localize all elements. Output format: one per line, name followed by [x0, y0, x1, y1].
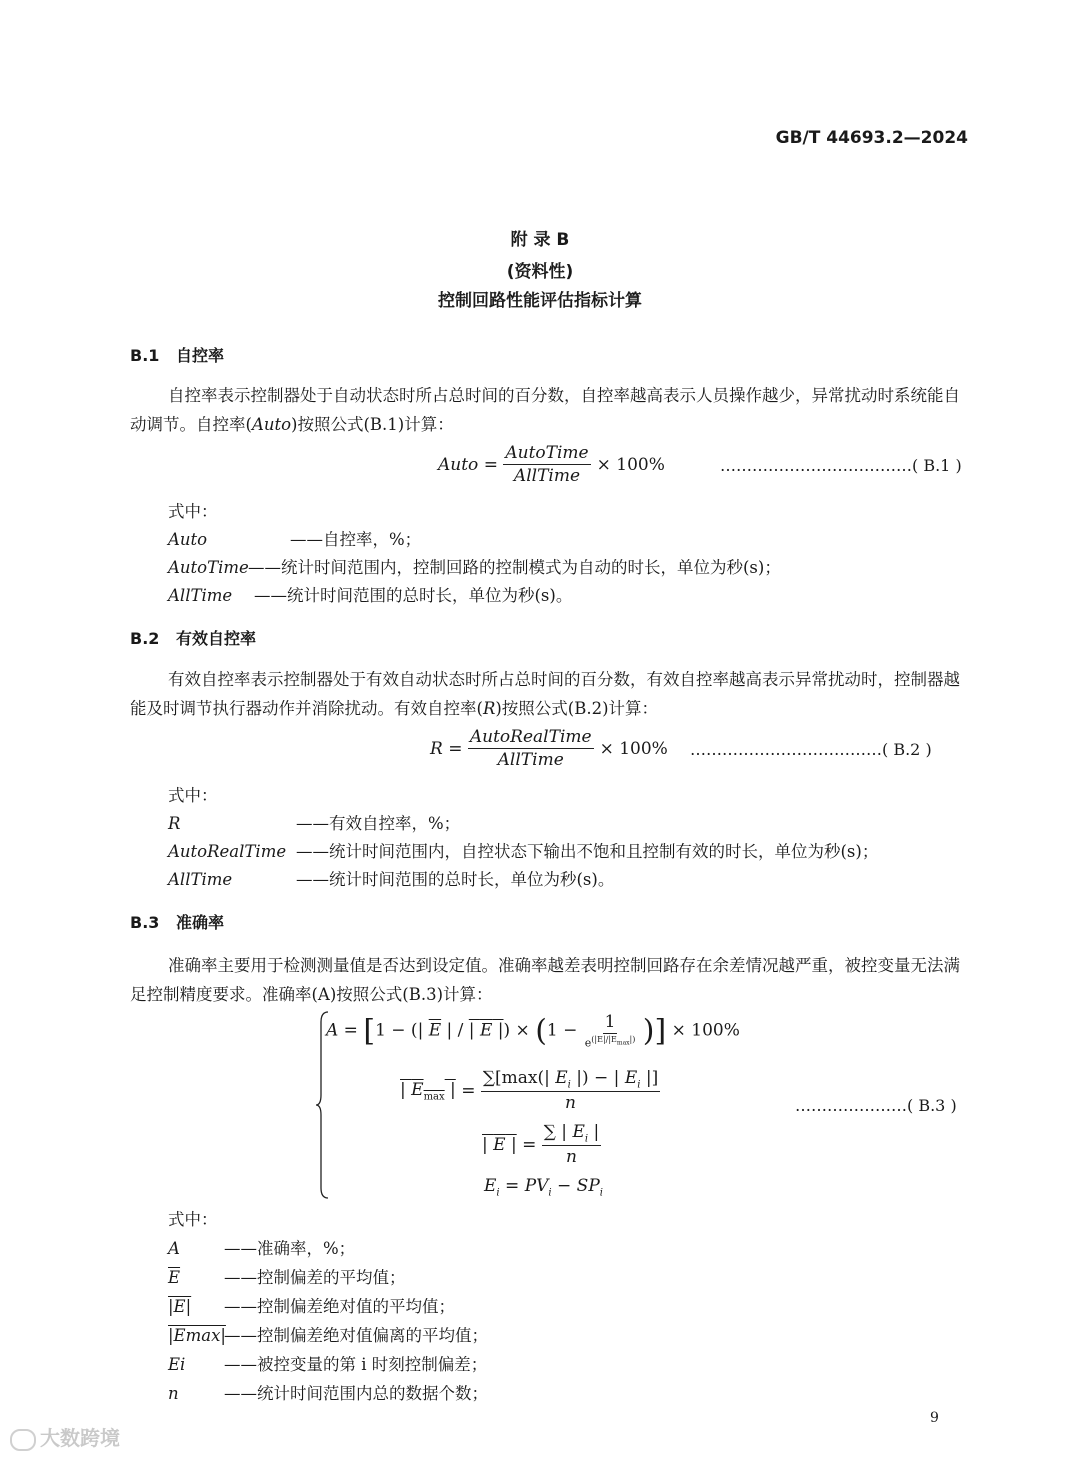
equation-b2-label: ………………………………( B.2 ) [690, 740, 932, 759]
watermark [10, 1422, 120, 1451]
equation-b3-eabs: | E | = $\frac{\sum | E_i |}{n}$ [482, 1122, 600, 1168]
section-number: B.1 [130, 346, 160, 365]
eq-fraction: $\frac{\sum[\max(| E_i |) - | E_i |]}{n}$ [482, 1068, 659, 1114]
watermark-icon [10, 1429, 36, 1451]
def-term: Auto [168, 530, 208, 549]
equation-b1: Auto = $\frac{\text{AutoTime}}{\text{AllTime}}$ × 100% [438, 443, 665, 486]
appendix-title: 附 录 B [510, 230, 570, 250]
b1-where: 式中： [168, 502, 218, 521]
eq-lhs: Auto [438, 454, 479, 475]
def-desc: ——统计时间范围内总的数据个数； [224, 1384, 488, 1403]
b2-where: 式中： [168, 786, 218, 805]
para-text-end: )按照公式(B.2)计算： [495, 699, 659, 718]
eq-denominator: AllTime [513, 466, 581, 486]
eq-multiplier: × 100% [596, 454, 665, 475]
definition-row [168, 526, 421, 550]
def-term: AutoTime [168, 558, 249, 577]
def-term: n [168, 1384, 179, 1403]
b1-paragraph [130, 381, 970, 439]
section-b3-heading [130, 910, 224, 933]
definition-row [168, 1322, 488, 1346]
para-text: 自控率表示控制器处于自动状态时所占总时间的百分数，自控率越高表示人员操作越少，异常扰动时系统能自动调节。自控率( [130, 386, 960, 434]
def-desc: ——有效自控率，%； [296, 814, 461, 833]
definition-row [168, 1293, 455, 1317]
def-term: AutoRealTime [168, 842, 287, 861]
section-title: 准确率 [176, 913, 225, 932]
def-desc: ——被控变量的第 i 时刻控制偏差； [224, 1355, 488, 1374]
section-b2-heading [130, 626, 256, 649]
para-var: Auto [251, 415, 292, 434]
definition-row [168, 1264, 406, 1288]
def-term: AllTime [168, 586, 233, 605]
def-desc: ——统计时间范围内，自控状态下输出不饱和且控制有效的时长，单位为秒(s)； [296, 842, 879, 861]
def-desc: ——控制偏差绝对值偏离的平均值； [224, 1326, 488, 1345]
equation-b2: R = $\frac{\text{AutoRealTime}}{\text{AllTime}}$ × 100% [430, 727, 668, 770]
def-desc: ——统计时间范围内，控制回路的控制模式为自动的时长，单位为秒(s)； [248, 558, 781, 577]
eq-denominator: n [565, 1093, 576, 1114]
eq-fraction: $\frac{\sum | E_i |}{n}$ [543, 1122, 600, 1168]
eq-lhs: | E | [482, 1134, 517, 1155]
b2-paragraph [130, 665, 970, 723]
para-text: 有效自控率表示控制器处于有效自动状态时所占总时间的百分数，有效自控率越高表示异常扰动时，控制器越能及时调节执行器动作并消除扰动。有效自控率( [130, 670, 960, 718]
b3-where: 式中： [168, 1210, 218, 1229]
definition-row [168, 1380, 488, 1404]
def-desc: ——统计时间范围的总时长，单位为秒(s)。 [254, 586, 573, 605]
para-text-end: )按照公式(B.1)计算： [291, 415, 454, 434]
eq-multiplier: × 100% [599, 738, 668, 759]
def-term: R [168, 814, 181, 833]
appendix-nature: (资料性) [506, 262, 574, 282]
eq-denominator: n [566, 1147, 577, 1168]
section-number: B.2 [130, 629, 160, 648]
def-term: |Emax| [168, 1326, 226, 1345]
page-number: 9 [930, 1410, 939, 1426]
def-term: AllTime [168, 870, 233, 889]
definition-row [168, 1351, 487, 1375]
def-term: A [168, 1239, 180, 1258]
definition-row [168, 866, 614, 890]
equation-b3-label: …………………( B.3 ) [795, 1096, 957, 1115]
definition-row [168, 1235, 355, 1259]
eq-lhs: R [430, 738, 443, 759]
standard-number: GB/T 44693.2—2024 [775, 128, 968, 148]
def-desc: ——控制偏差绝对值的平均值； [224, 1297, 455, 1316]
eq-lhs: | $E_{max}$ | [400, 1079, 456, 1102]
equation-b3-emax: | $E_{max}$ | = $\frac{\sum[\max(| E_i |) - | E_i |]}{n}$ [400, 1068, 659, 1114]
section-b1-heading [130, 343, 224, 366]
definition-row [168, 838, 878, 862]
eq-fraction [503, 443, 590, 486]
equation-b3-line1: A = [1 − (| $\overline{E}$ | / | E |) × (1 − $\frac{1}{e^{(|E|/|E_{max}|)}}$ )] × 100% [326, 1012, 740, 1050]
definition-row [168, 582, 572, 606]
def-desc: ——准确率，%； [224, 1239, 356, 1258]
section-number: B.3 [130, 913, 160, 932]
para-var: R [482, 699, 496, 718]
section-title: 自控率 [176, 346, 225, 365]
equation-b3-ei: $E_i = PV_i - SP_i$ [484, 1176, 603, 1199]
eq-fraction [468, 727, 594, 770]
definition-row [168, 810, 460, 834]
def-desc: ——统计时间范围的总时长，单位为秒(s)。 [296, 870, 615, 889]
equation-b1-label: ………………………………( B.1 ) [720, 456, 962, 475]
b3-paragraph: 准确率主要用于检测测量值是否达到设定值。准确率越差表明控制回路存在余差情况越严重，被控变量无法满足控制精度要求。准确率(A)按照公式(B.3)计算： [130, 956, 960, 1004]
appendix-subtitle: 控制回路性能评估指标计算 [438, 291, 642, 311]
eq-denominator: AllTime [497, 750, 564, 770]
def-term: $\overline{E}$ [168, 1268, 181, 1287]
def-term: |E| [168, 1297, 192, 1316]
eq-numerator: AutoTime [505, 443, 589, 463]
def-desc: ——自控率，%； [290, 530, 422, 549]
definition-row [168, 554, 781, 578]
def-term: Ei [168, 1355, 186, 1374]
section-title: 有效自控率 [176, 629, 257, 648]
def-desc: ——控制偏差的平均值； [224, 1268, 406, 1287]
watermark-text: 大数跨境 [40, 1426, 120, 1450]
eq-numerator: AutoRealTime [469, 727, 592, 747]
